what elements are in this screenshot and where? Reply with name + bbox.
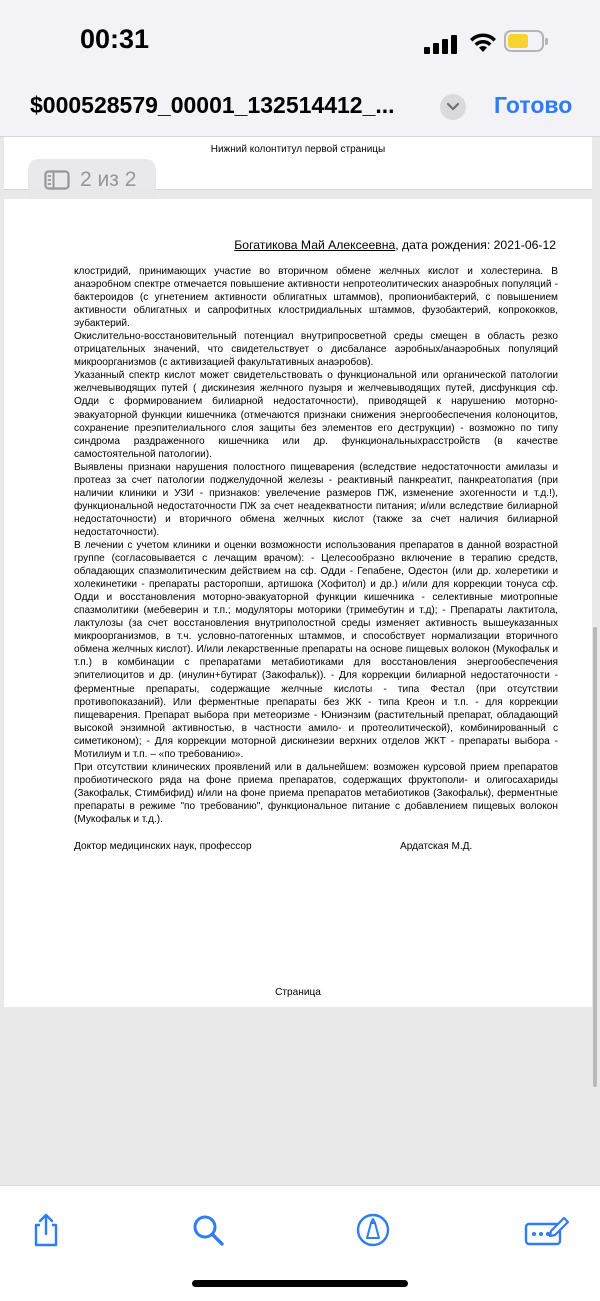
signature-title: Доктор медицинских наук, профессор	[74, 841, 252, 853]
thumbnails-icon	[44, 170, 70, 190]
page-footer-text: Страница	[275, 987, 321, 998]
signature-block	[74, 840, 558, 856]
page-counter-label: 2 из 2	[80, 168, 137, 191]
search-icon	[190, 1212, 226, 1248]
markup-pen-icon	[355, 1212, 391, 1248]
document-page	[4, 199, 592, 1007]
paragraph: При отсутствии клинических проявлений или в дальнейшем: возможен курсовой прием препаратов пробиотического ряда на фоне приема препаратов, содержащих фруктополи- и олигосахариды (Закофальк, Стимбифид) и/или на фоне приема препаратов метабиотиков (Закофальк), ферментные препараты в режиме "по требованию", функциональное питание с добавлением пищевых волокон (Мукофальк и т.д.).	[74, 761, 558, 825]
done-button[interactable]: Готово	[494, 92, 573, 118]
patient-name: Богатикова Май Алексеевна	[234, 238, 396, 252]
status-bar	[0, 0, 600, 80]
page-content	[74, 237, 558, 856]
edit-form-button[interactable]	[524, 1212, 570, 1248]
paragraph: В лечении с учетом клиники и оценки возможности использования препаратов в данной возрастной группе (согласовывается с лечащим врачом): - Целесообразно включение в терапию средств, обладающих спазмолитическим действием на сф. Одди - Гепабене, Одестон (или др. холеретики и холекинетики - препараты расторопши, артишока (Хофитол) и др.) и/или для коррекции тонуса сф. Одди и восстановления моторно-эвакуаторной функции кишечника - селективные миотропные спазмолитики (мебеверин и т.п.; модуляторы моторики (тримебутин и т.д); - Препараты лактитола, лактулозы (за счет восстановления внутриполостной среды изменяет активность вышеуказанных микроорганизмов, в т.ч. условно-патогенных штаммов, и способствует нормализации вторичного обмена желчных кислот). И/или лекарственные препараты на основе пищевых волокон (Мукофальк и т.п.) в комбинации с препаратами метабиотиками для восстановления энергообеспечения эпителиоцитов и др. (инулин+бутират (Закофальк)). - Для коррекции билиарной недостаточности - ферментные препараты, содержащие желчные кислоты - типа Фестал (при отсутствии противопоказаний). Или ферментные препараты без ЖК - типа Креон и т.п. - для коррекции пищеварения. Препарат выбора при метеоризме - Юниэнзим (растительный препарат, обладающий высокой энзимной активностью, в частности амило- и протеолитической), комбинированный с симетиконом); - Для коррекции моторной дискинезии верхних отделов ЖКТ - препараты выбора - Мотилиум и т.п. – «по требованию».	[74, 539, 558, 760]
battery-icon	[504, 30, 544, 52]
navigation-bar	[0, 80, 600, 137]
share-icon	[28, 1212, 64, 1248]
search-button[interactable]	[190, 1212, 226, 1248]
home-indicator[interactable]	[192, 1280, 408, 1287]
patient-header	[74, 237, 556, 253]
title-menu-button[interactable]	[440, 94, 466, 120]
cellular-signal-icon	[424, 34, 460, 54]
paragraph: Окислительно-восстановительный потенциал внутрипросветной среды смещен в область резко отрицательных значений, что свидетельствует о дисбалансе аэробных/анаэробных популяций микроорганизмов (с активизацией факультативных анаэробов).	[74, 331, 558, 369]
paragraph: Выявлены признаки нарушения полостного пищеварения (вследствие недостаточности амилазы и протеаз за счет патологии поджелудочной железы - реактивный панкреатит, панкреатопатия (при наличии клиники и УЗИ - признаков: увелечение размеров ПЖ, изменение эхогенности и т.д.!), функциональной недостаточности ПЖ за счет неадекватности питания; и/или вследствие билиарной недостаточности) и вторичного обмена желчных кислот (также за счет наличия билиарной недостаточности).	[74, 461, 558, 538]
page-counter[interactable]	[28, 159, 156, 201]
paragraph: Указанный спектр кислот может свидетельствовать о функциональной или органической патологии желчевыводящих путей ( дискинезия желчного пузыря и желчевыводящих путей, дисфункция сф. Одди с формированием билиарной недостаточности), приводящей к нарушению моторно-эвакуаторной функции кишечника (отмечаются признаки снижения энергообеспечения колоноцитов, сохранение преэпителиального слоя защиты без элементов его деструкции) - возможно по типу синдрома раздраженного кишечника или др. функциональныхрасстройств (в качестве самостоятельной патологии).	[74, 370, 558, 460]
report-text	[74, 265, 558, 826]
wifi-icon	[468, 30, 498, 54]
document-title[interactable]: $000528579_00001_132514412_...	[30, 92, 395, 118]
scrollbar[interactable]	[593, 627, 597, 1087]
page-footer-text: Нижний колонтитул первой страницы	[210, 144, 386, 155]
share-button[interactable]	[28, 1212, 64, 1248]
signature-name: Ардатская М.Д.	[400, 841, 473, 853]
paragraph: клостридий, принимающих участие во вторичном обмене желчных кислот и холестерина. В анаэробном спектре отмечается повышение активности непротеолитических анаэробных популяций - бактероидов (с угнетением активности облигатных штаммов), пропионибактерий, с повышением активности облигатных и сапрофитных клостридиальных штаммов, фузобактерий, копрококков, эубактерий.	[74, 266, 558, 330]
chevron-down-icon	[446, 102, 460, 112]
clock: 00:31	[80, 24, 150, 54]
document-viewport[interactable]	[0, 137, 600, 1185]
edit-form-icon	[524, 1212, 570, 1248]
birth-date: , дата рождения: 2021-06-12	[395, 238, 556, 252]
markup-button[interactable]	[355, 1212, 391, 1248]
